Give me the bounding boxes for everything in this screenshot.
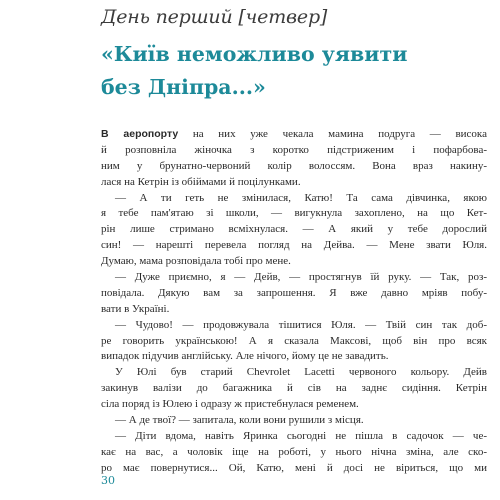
page-number: 30 xyxy=(101,474,115,487)
paragraph-line: син! — нарешті перевела погляд на Дейва. — Мене звати Юля. xyxy=(101,239,487,252)
paragraph-line: й розповніла жіночка з коротко підстриженим і пофарбова- xyxy=(101,143,487,156)
paragraph-line: закинув валізи до багажника й сів на заднє сидіння. Кетрін xyxy=(101,382,487,395)
paragraph-line: — Чудово! — продовжувала тішитися Юля. — Твій син так доб- xyxy=(115,318,487,331)
lead-in-text: В аеропорту xyxy=(101,128,179,140)
chapter-title-line: «Київ неможливо уявити xyxy=(101,42,408,66)
paragraph-line: кає на вас, а чоловік іще на роботі, у нього нічна зміна, але ско- xyxy=(101,445,487,458)
paragraph-line: У Юлі був старий Chevrolet Lacetti червоного кольору. Дейв xyxy=(115,366,487,379)
paragraph-line: вати в Україні. xyxy=(101,302,170,315)
paragraph-line: лася на Кетрін із обіймами й поцілунками. xyxy=(101,175,301,188)
paragraph-line: випадок підучив англійську. Але нічого, йому це не завадить. xyxy=(101,350,389,363)
paragraph-line: сіла поряд із Юлею і одразу ж пристебнулася ременем. xyxy=(101,398,359,411)
paragraph-line: В аеропорту на них уже чекала мамина подруга — висока xyxy=(101,128,487,140)
paragraph-line: ре говорить українською! А я сказала Максові, щоб він про всяк xyxy=(101,334,487,347)
paragraph-line: — Дуже приємно, я — Дейв, — простягнув їй руку. — Так, роз- xyxy=(115,271,487,284)
paragraph-line: я тебе пам'ятаю зі школи, — вигукнула захоплено, на що Кет- xyxy=(101,207,487,220)
paragraph-line: Думаю, мама розповідала тобі про мене. xyxy=(101,255,291,268)
body-text xyxy=(101,127,487,477)
paragraph-line: повідала. Дякую вам за запрошення. Я вже давно мріяв побу- xyxy=(101,286,487,299)
chapter-title-line: без Дніпра...» xyxy=(101,75,266,99)
chapter-label: День перший [четвер] xyxy=(101,6,328,28)
chapter-title xyxy=(101,38,491,104)
paragraph-line: — А ти геть не змінилася, Катю! Та сама дівчинка, якою xyxy=(115,191,487,204)
paragraph-line: — Діти вдома, навіть Яринка сьогодні не пішла в садочок — че- xyxy=(115,429,487,442)
paragraph-line: — А де твої? — запитала, коли вони рушили з місця. xyxy=(115,414,364,427)
paragraph-line: рін лише стримано всміхнулася. — А який у тебе дорослий xyxy=(101,223,487,236)
paragraph-line: ро має повернутися... Ой, Катю, мені й досі не віриться, що ми xyxy=(101,461,487,474)
paragraph-line: ним у брунатно-червоний колір волоссям. Вона враз накину- xyxy=(101,159,487,172)
